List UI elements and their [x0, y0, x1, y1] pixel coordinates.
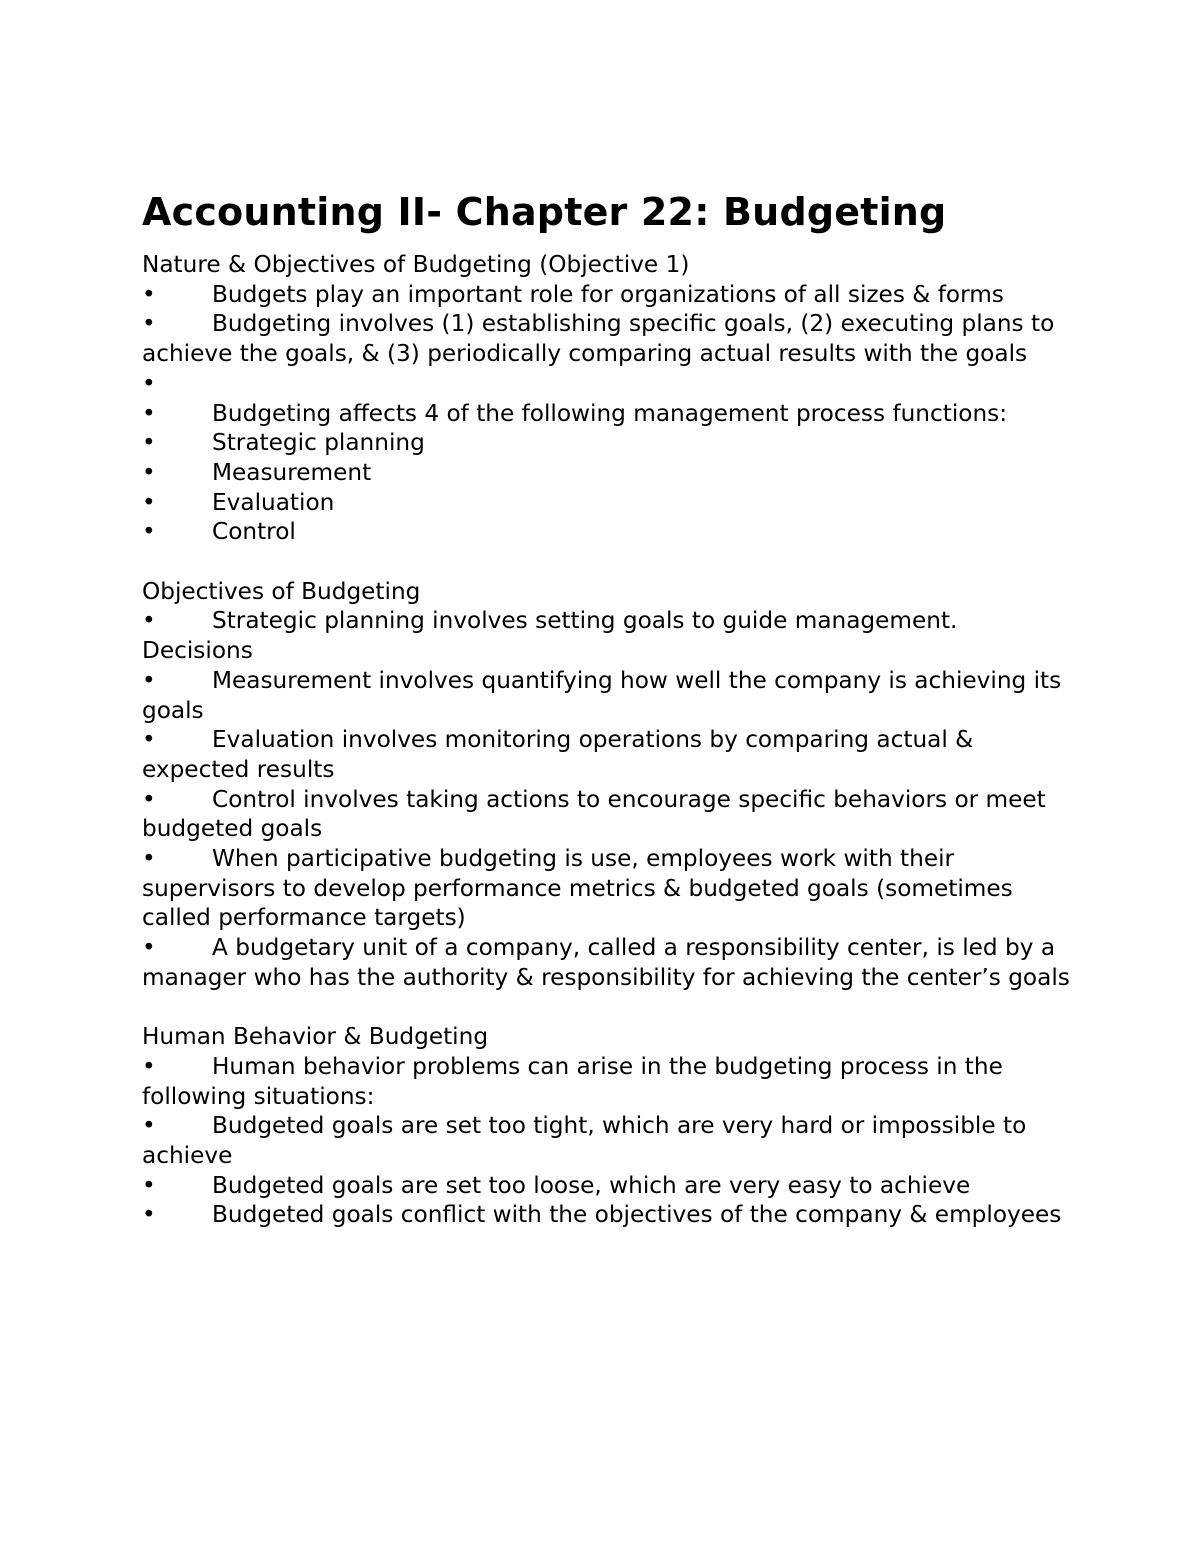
- bullet-item: [142, 844, 1072, 933]
- bullet-icon: •: [142, 1171, 156, 1199]
- bullet-text: Measurement: [212, 458, 372, 486]
- bullet-text: Budgeting affects 4 of the following management process functions:: [212, 399, 1008, 427]
- bullet-text: Control involves taking actions to encourage specific behaviors or meet budgeted goals: [142, 785, 1046, 843]
- section-heading: Human Behavior & Budgeting: [142, 1023, 489, 1051]
- bullet-icon: •: [142, 785, 156, 813]
- bullet-item: [142, 399, 1072, 429]
- bullet-text: Budgeted goals are set too loose, which are very easy to achieve: [212, 1171, 971, 1199]
- bullet-icon: •: [142, 934, 156, 962]
- bullet-item: [142, 458, 1072, 488]
- bullet-item: [142, 369, 1072, 399]
- section-heading: Nature & Objectives of Budgeting (Objective 1): [142, 251, 690, 278]
- bullet-icon: •: [142, 666, 156, 694]
- bullet-text: Strategic planning: [212, 429, 425, 457]
- bullet-text: Budgets play an important role for organizations of all sizes & forms: [212, 280, 1004, 308]
- bullet-text: A budgetary unit of a company, called a responsibility center, is led by a manager who has the authority & responsibility for achieving the center’s goals: [142, 934, 1070, 991]
- bullet-icon: •: [142, 1201, 156, 1229]
- bullet-text: Evaluation involves monitoring operations by comparing actual & expected results: [142, 726, 974, 783]
- bullet-text: Budgeted goals conflict with the objectives of the company & employees: [212, 1201, 1062, 1229]
- bullet-icon: •: [142, 607, 156, 635]
- bullet-item: [142, 1171, 1072, 1201]
- bullet-text: Evaluation: [212, 488, 335, 516]
- bullet-icon: •: [142, 429, 156, 457]
- section-heading: Objectives of Budgeting: [142, 577, 421, 605]
- bullet-item: [142, 725, 1072, 784]
- bullet-text: Measurement involves quantifying how well the company is achieving its goals: [142, 666, 1062, 724]
- bullet-item: [142, 785, 1072, 844]
- bullet-item: [142, 428, 1072, 458]
- bullet-icon: •: [142, 458, 156, 486]
- bullet-text: Budgeting involves (1) establishing specific goals, (2) executing plans to achieve the goals, & (3) periodically comparing actual results with the goals: [142, 310, 1055, 368]
- bullet-icon: •: [142, 1112, 156, 1140]
- document-title: Accounting II- Chapter 22: Budgeting: [142, 190, 947, 234]
- bullet-item: [142, 488, 1072, 518]
- bullet-icon: •: [142, 518, 156, 546]
- bullet-item: [142, 1052, 1072, 1111]
- bullet-icon: •: [142, 726, 156, 754]
- section-human-behavior: [142, 1022, 1072, 1230]
- bullet-text: Control: [212, 518, 296, 546]
- bullet-item: [142, 280, 1072, 310]
- bullet-text: Human behavior problems can arise in the budgeting process in the following situations:: [142, 1052, 1003, 1110]
- document-page: [142, 190, 1072, 1230]
- bullet-icon: •: [142, 399, 156, 427]
- section-objectives-of-budgeting: [142, 577, 1072, 993]
- bullet-icon: •: [142, 488, 156, 516]
- bullet-item: [142, 309, 1072, 368]
- bullet-icon: •: [142, 280, 156, 308]
- section-nature-objectives: [142, 250, 1072, 547]
- bullet-text: Budgeted goals are set too tight, which are very hard or impossible to achieve: [142, 1112, 1027, 1170]
- bullet-icon: •: [142, 310, 156, 338]
- bullet-icon: •: [142, 369, 156, 397]
- bullet-item: [142, 933, 1072, 992]
- bullet-item: [142, 666, 1072, 725]
- bullet-item: [142, 1111, 1072, 1170]
- bullet-icon: •: [142, 1052, 156, 1080]
- bullet-item: [142, 606, 1072, 665]
- bullet-text: When participative budgeting is use, employees work with their supervisors to develop performance metrics & budgeted goals (sometimes called performance targets): [142, 845, 1013, 932]
- bullet-icon: •: [142, 845, 156, 873]
- bullet-item: [142, 1200, 1072, 1230]
- bullet-item: [142, 517, 1072, 547]
- bullet-text: Strategic planning involves setting goals to guide management. Decisions: [142, 607, 958, 665]
